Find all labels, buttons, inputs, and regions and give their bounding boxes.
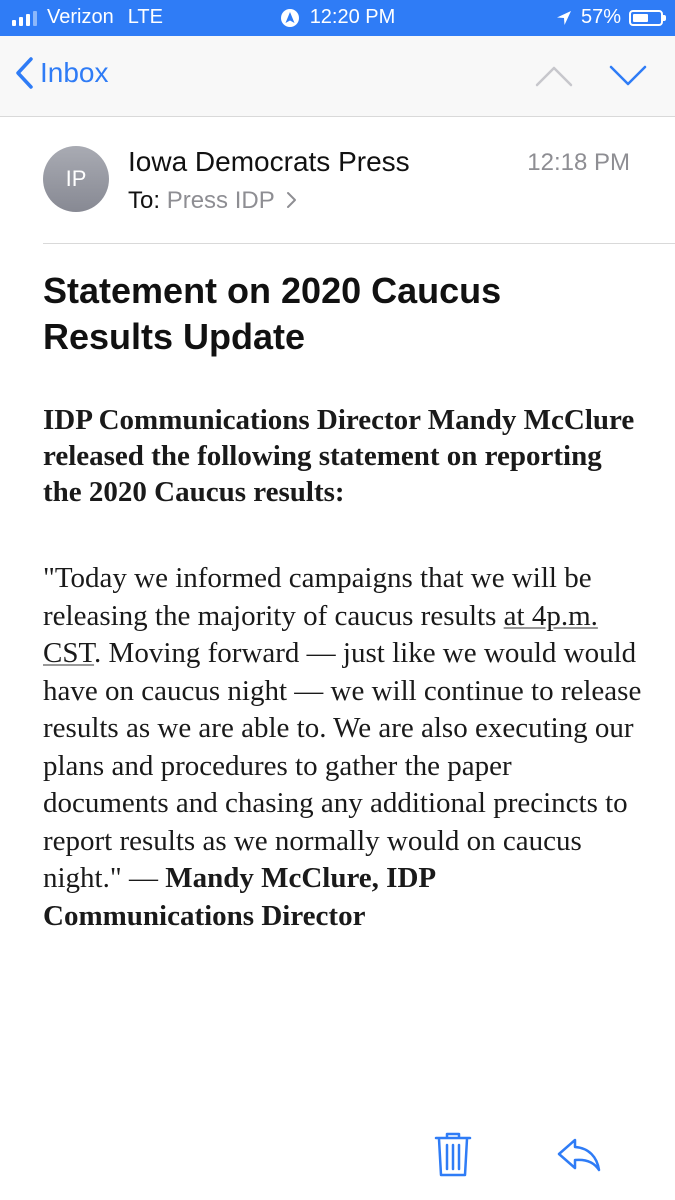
- previous-message-button[interactable]: [534, 64, 574, 88]
- status-bar: [0, 0, 675, 36]
- next-message-button[interactable]: [608, 64, 648, 88]
- battery-icon: [629, 10, 663, 26]
- location-services-icon: [280, 8, 300, 28]
- quote-text-start: "Today we informed campaigns that we will be releasing the majority of caucus results: [43, 562, 592, 632]
- network-type: LTE: [127, 6, 163, 28]
- header-divider: [43, 243, 675, 244]
- quote-text-end: . Moving forward — just like we would would have on caucus night — we will continue to release results as we are able to. We are also executing our plans and procedures to gather the paper documents and chasing any additional precincts to report results as we normally would on caucus night." —: [43, 637, 642, 894]
- location-arrow-icon: [555, 9, 573, 27]
- back-label: Inbox: [40, 57, 109, 88]
- message-time: 12:18 PM: [527, 149, 630, 176]
- nav-bar: [0, 36, 675, 117]
- reply-icon[interactable]: [556, 1137, 602, 1173]
- quote-attribution: Mandy McClure, IDP Communications Director: [43, 862, 435, 932]
- back-to-inbox-button[interactable]: [14, 56, 109, 90]
- email-body: [43, 402, 643, 935]
- quote-paragraph: [43, 560, 643, 935]
- recipient-name[interactable]: Press IDP: [167, 187, 297, 214]
- chevron-right-icon: [285, 191, 297, 209]
- chevron-left-icon: [14, 56, 34, 90]
- time-link[interactable]: at 4p.m. CST: [43, 599, 598, 669]
- email-subject: Statement on 2020 Caucus Results Update: [43, 270, 502, 357]
- battery-percent: 57%: [580, 6, 621, 28]
- lead-paragraph: IDP Communications Director Mandy McClure released the following statement on reporting the 2020 Caucus results:: [43, 404, 635, 508]
- status-time: 12:20 PM: [309, 6, 396, 28]
- carrier-name: Verizon: [47, 6, 114, 28]
- to-label: To:: [128, 187, 161, 214]
- trash-icon[interactable]: [434, 1132, 472, 1178]
- sender-avatar[interactable]: [43, 146, 109, 212]
- sender-name[interactable]: Iowa Democrats Press: [128, 146, 410, 177]
- recipient-line: [128, 187, 297, 215]
- avatar-initials: IP: [65, 166, 87, 191]
